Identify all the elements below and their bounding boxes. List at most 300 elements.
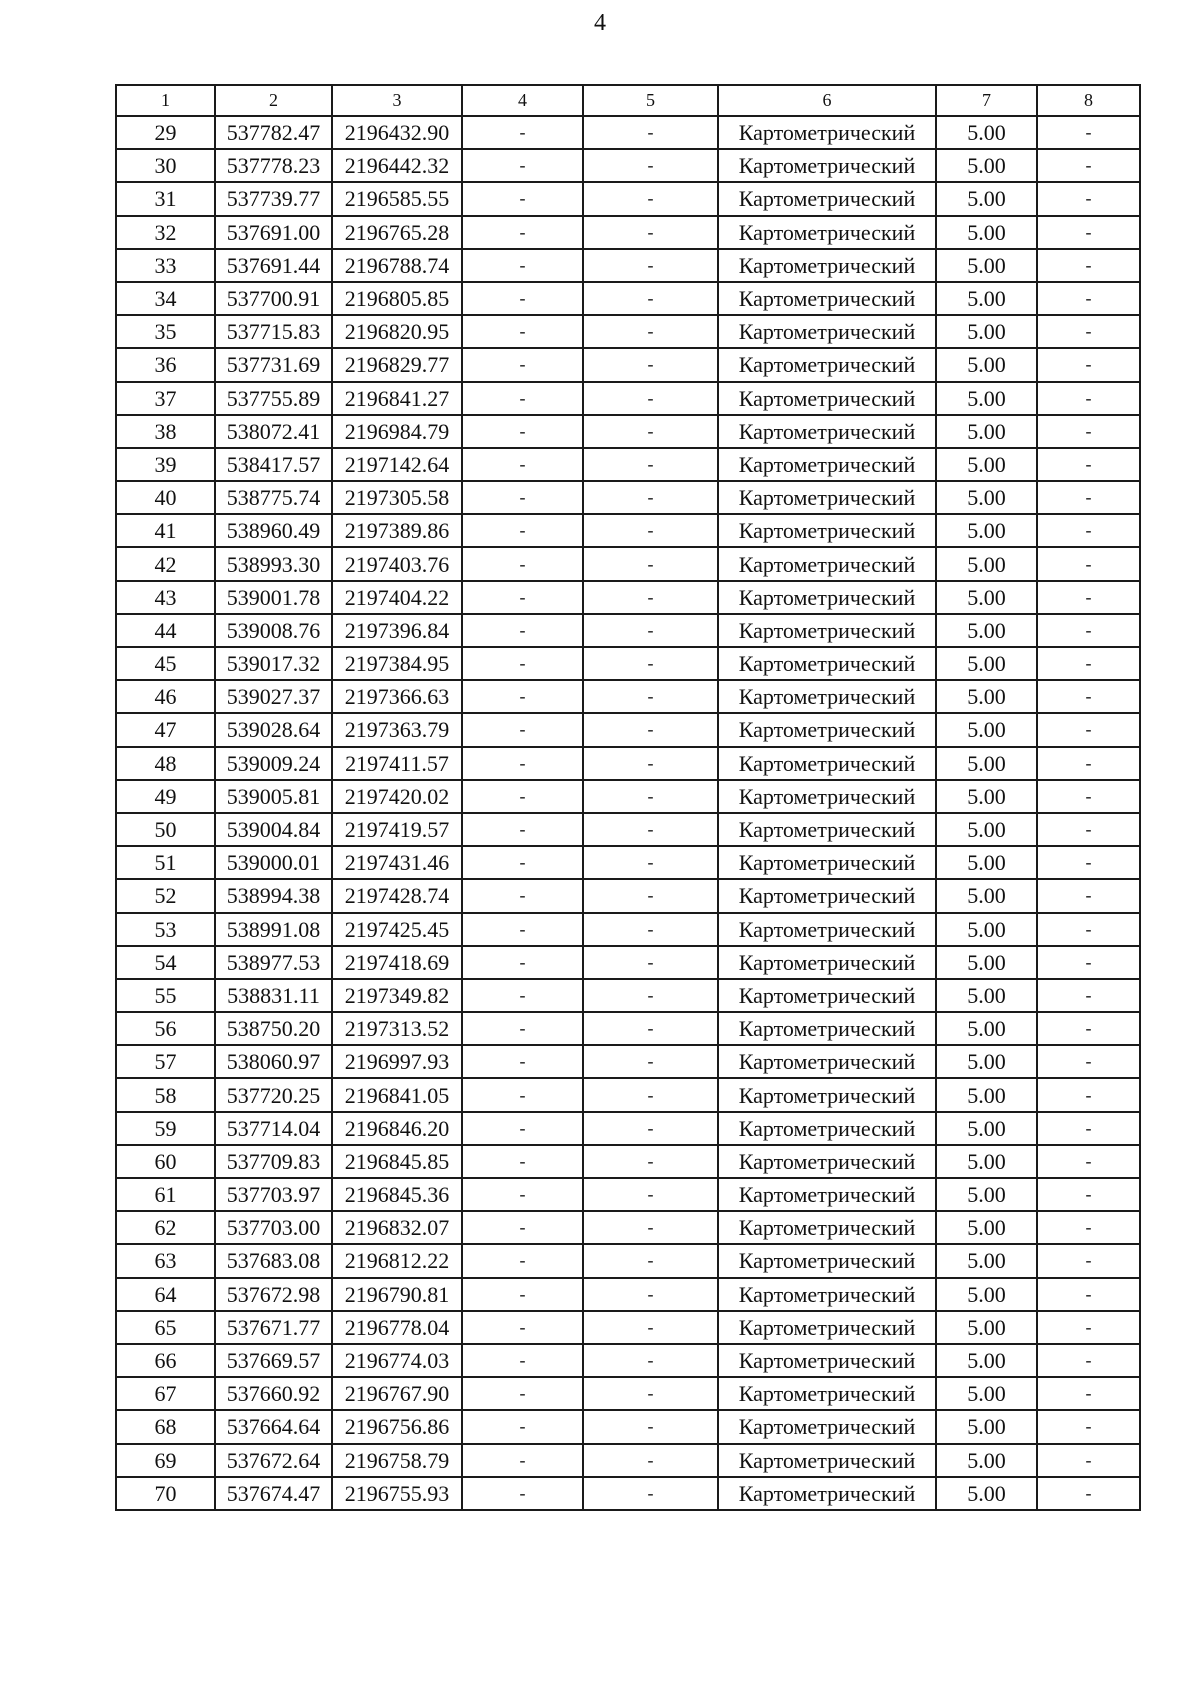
cell-method: Картометрический <box>718 249 936 282</box>
cell-point-number: 45 <box>116 647 215 680</box>
cell-col-4-value: - <box>462 116 583 149</box>
cell-col-8-value: - <box>1037 448 1140 481</box>
cell-col-5-value: - <box>583 1045 718 1078</box>
cell-x-coordinate: 539008.76 <box>215 614 332 647</box>
cell-y-coordinate: 2197418.69 <box>332 946 462 979</box>
cell-accuracy: 5.00 <box>936 747 1037 780</box>
cell-point-number: 47 <box>116 713 215 746</box>
cell-x-coordinate: 537739.77 <box>215 182 332 215</box>
cell-col-8-value: - <box>1037 1444 1140 1477</box>
table-row <box>116 216 1140 249</box>
table-row <box>116 1377 1140 1410</box>
cell-accuracy: 5.00 <box>936 116 1037 149</box>
cell-col-8-value: - <box>1037 182 1140 215</box>
cell-x-coordinate: 539005.81 <box>215 780 332 813</box>
cell-accuracy: 5.00 <box>936 614 1037 647</box>
cell-col-4-value: - <box>462 680 583 713</box>
cell-accuracy: 5.00 <box>936 282 1037 315</box>
cell-point-number: 33 <box>116 249 215 282</box>
cell-method: Картометрический <box>718 1377 936 1410</box>
cell-method: Картометрический <box>718 415 936 448</box>
cell-x-coordinate: 539004.84 <box>215 813 332 846</box>
cell-col-8-value: - <box>1037 1311 1140 1344</box>
cell-col-8-value: - <box>1037 1477 1140 1510</box>
cell-method: Картометрический <box>718 780 936 813</box>
table-body <box>116 116 1140 1510</box>
table-header <box>116 85 1140 116</box>
cell-method: Картометрический <box>718 713 936 746</box>
cell-col-8-value: - <box>1037 979 1140 1012</box>
cell-x-coordinate: 538994.38 <box>215 879 332 912</box>
table-row <box>116 1278 1140 1311</box>
cell-method: Картометрический <box>718 1211 936 1244</box>
cell-point-number: 69 <box>116 1444 215 1477</box>
cell-x-coordinate: 537683.08 <box>215 1244 332 1277</box>
cell-col-8-value: - <box>1037 415 1140 448</box>
cell-x-coordinate: 537778.23 <box>215 149 332 182</box>
table-row <box>116 348 1140 381</box>
cell-col-8-value: - <box>1037 647 1140 680</box>
cell-y-coordinate: 2196846.20 <box>332 1112 462 1145</box>
cell-col-4-value: - <box>462 415 583 448</box>
cell-point-number: 67 <box>116 1377 215 1410</box>
cell-x-coordinate: 537703.00 <box>215 1211 332 1244</box>
cell-point-number: 37 <box>116 382 215 415</box>
table-row <box>116 1444 1140 1477</box>
coordinates-table <box>115 84 1141 1511</box>
cell-accuracy: 5.00 <box>936 1178 1037 1211</box>
cell-col-8-value: - <box>1037 149 1140 182</box>
cell-point-number: 34 <box>116 282 215 315</box>
cell-accuracy: 5.00 <box>936 1211 1037 1244</box>
cell-col-4-value: - <box>462 182 583 215</box>
cell-col-8-value: - <box>1037 1278 1140 1311</box>
cell-y-coordinate: 2196997.93 <box>332 1045 462 1078</box>
cell-point-number: 32 <box>116 216 215 249</box>
cell-accuracy: 5.00 <box>936 1012 1037 1045</box>
cell-method: Картометрический <box>718 1311 936 1344</box>
table-row <box>116 1244 1140 1277</box>
cell-y-coordinate: 2196788.74 <box>332 249 462 282</box>
cell-y-coordinate: 2196774.03 <box>332 1344 462 1377</box>
cell-col-5-value: - <box>583 1377 718 1410</box>
cell-point-number: 40 <box>116 481 215 514</box>
cell-accuracy: 5.00 <box>936 415 1037 448</box>
cell-x-coordinate: 539001.78 <box>215 581 332 614</box>
table-row <box>116 448 1140 481</box>
cell-col-5-value: - <box>583 1344 718 1377</box>
cell-accuracy: 5.00 <box>936 913 1037 946</box>
cell-col-5-value: - <box>583 547 718 580</box>
cell-x-coordinate: 537674.47 <box>215 1477 332 1510</box>
cell-point-number: 56 <box>116 1012 215 1045</box>
cell-method: Картометрический <box>718 581 936 614</box>
table-row <box>116 415 1140 448</box>
cell-method: Картометрический <box>718 1410 936 1443</box>
cell-col-5-value: - <box>583 946 718 979</box>
cell-col-4-value: - <box>462 1211 583 1244</box>
cell-method: Картометрический <box>718 1344 936 1377</box>
cell-method: Картометрический <box>718 614 936 647</box>
cell-point-number: 59 <box>116 1112 215 1145</box>
cell-col-4-value: - <box>462 1278 583 1311</box>
cell-y-coordinate: 2196829.77 <box>332 348 462 381</box>
cell-method: Картометрический <box>718 382 936 415</box>
cell-y-coordinate: 2197431.46 <box>332 846 462 879</box>
cell-col-4-value: - <box>462 979 583 1012</box>
cell-point-number: 38 <box>116 415 215 448</box>
table-row <box>116 382 1140 415</box>
cell-y-coordinate: 2197384.95 <box>332 647 462 680</box>
cell-col-8-value: - <box>1037 879 1140 912</box>
cell-method: Картометрический <box>718 216 936 249</box>
cell-x-coordinate: 538775.74 <box>215 481 332 514</box>
cell-col-5-value: - <box>583 1244 718 1277</box>
cell-x-coordinate: 537720.25 <box>215 1078 332 1111</box>
cell-method: Картометрический <box>718 680 936 713</box>
cell-accuracy: 5.00 <box>936 780 1037 813</box>
cell-col-5-value: - <box>583 348 718 381</box>
cell-method: Картометрический <box>718 747 936 780</box>
cell-col-5-value: - <box>583 249 718 282</box>
cell-col-4-value: - <box>462 481 583 514</box>
cell-point-number: 63 <box>116 1244 215 1277</box>
cell-col-5-value: - <box>583 614 718 647</box>
cell-accuracy: 5.00 <box>936 879 1037 912</box>
cell-col-8-value: - <box>1037 282 1140 315</box>
cell-y-coordinate: 2196805.85 <box>332 282 462 315</box>
cell-col-5-value: - <box>583 1410 718 1443</box>
cell-accuracy: 5.00 <box>936 946 1037 979</box>
cell-x-coordinate: 537715.83 <box>215 315 332 348</box>
cell-accuracy: 5.00 <box>936 979 1037 1012</box>
cell-x-coordinate: 537731.69 <box>215 348 332 381</box>
table-row <box>116 846 1140 879</box>
cell-y-coordinate: 2196585.55 <box>332 182 462 215</box>
header-cell-1: 1 <box>116 85 215 116</box>
cell-x-coordinate: 538977.53 <box>215 946 332 979</box>
cell-col-5-value: - <box>583 282 718 315</box>
cell-method: Картометрический <box>718 348 936 381</box>
table-row <box>116 1178 1140 1211</box>
cell-col-8-value: - <box>1037 780 1140 813</box>
cell-y-coordinate: 2196756.86 <box>332 1410 462 1443</box>
cell-col-4-value: - <box>462 780 583 813</box>
cell-point-number: 66 <box>116 1344 215 1377</box>
cell-y-coordinate: 2196812.22 <box>332 1244 462 1277</box>
cell-accuracy: 5.00 <box>936 249 1037 282</box>
cell-accuracy: 5.00 <box>936 1410 1037 1443</box>
cell-y-coordinate: 2196820.95 <box>332 315 462 348</box>
cell-y-coordinate: 2197389.86 <box>332 514 462 547</box>
cell-col-8-value: - <box>1037 1012 1140 1045</box>
cell-y-coordinate: 2197428.74 <box>332 879 462 912</box>
cell-accuracy: 5.00 <box>936 1278 1037 1311</box>
cell-accuracy: 5.00 <box>936 1377 1037 1410</box>
cell-accuracy: 5.00 <box>936 1244 1037 1277</box>
cell-col-8-value: - <box>1037 1211 1140 1244</box>
table-row <box>116 547 1140 580</box>
cell-col-4-value: - <box>462 282 583 315</box>
cell-col-5-value: - <box>583 415 718 448</box>
cell-method: Картометрический <box>718 481 936 514</box>
cell-y-coordinate: 2197396.84 <box>332 614 462 647</box>
cell-col-4-value: - <box>462 149 583 182</box>
cell-method: Картометрический <box>718 1477 936 1510</box>
cell-x-coordinate: 537703.97 <box>215 1178 332 1211</box>
cell-method: Картометрический <box>718 647 936 680</box>
cell-accuracy: 5.00 <box>936 315 1037 348</box>
cell-col-4-value: - <box>462 382 583 415</box>
cell-col-8-value: - <box>1037 1244 1140 1277</box>
cell-method: Картометрический <box>718 1078 936 1111</box>
cell-col-5-value: - <box>583 448 718 481</box>
table-row <box>116 1410 1140 1443</box>
table-row <box>116 1211 1140 1244</box>
cell-y-coordinate: 2197349.82 <box>332 979 462 1012</box>
header-cell-7: 7 <box>936 85 1037 116</box>
table-row <box>116 182 1140 215</box>
cell-y-coordinate: 2197404.22 <box>332 581 462 614</box>
cell-x-coordinate: 538993.30 <box>215 547 332 580</box>
cell-method: Картометрический <box>718 1012 936 1045</box>
cell-col-8-value: - <box>1037 946 1140 979</box>
cell-col-5-value: - <box>583 780 718 813</box>
cell-point-number: 39 <box>116 448 215 481</box>
cell-col-5-value: - <box>583 879 718 912</box>
cell-y-coordinate: 2196442.32 <box>332 149 462 182</box>
cell-col-8-value: - <box>1037 382 1140 415</box>
cell-col-8-value: - <box>1037 1377 1140 1410</box>
header-cell-3: 3 <box>332 85 462 116</box>
cell-y-coordinate: 2197363.79 <box>332 713 462 746</box>
cell-col-4-value: - <box>462 1078 583 1111</box>
cell-point-number: 44 <box>116 614 215 647</box>
cell-col-4-value: - <box>462 713 583 746</box>
cell-accuracy: 5.00 <box>936 581 1037 614</box>
cell-col-8-value: - <box>1037 481 1140 514</box>
cell-method: Картометрический <box>718 1278 936 1311</box>
table-row <box>116 1145 1140 1178</box>
cell-x-coordinate: 538991.08 <box>215 913 332 946</box>
cell-col-8-value: - <box>1037 846 1140 879</box>
header-cell-2: 2 <box>215 85 332 116</box>
cell-col-4-value: - <box>462 216 583 249</box>
cell-col-5-value: - <box>583 1444 718 1477</box>
cell-col-8-value: - <box>1037 547 1140 580</box>
table-row <box>116 1477 1140 1510</box>
cell-point-number: 57 <box>116 1045 215 1078</box>
cell-col-4-value: - <box>462 946 583 979</box>
cell-col-8-value: - <box>1037 713 1140 746</box>
cell-y-coordinate: 2196845.85 <box>332 1145 462 1178</box>
cell-col-4-value: - <box>462 249 583 282</box>
cell-col-4-value: - <box>462 647 583 680</box>
cell-point-number: 64 <box>116 1278 215 1311</box>
cell-col-5-value: - <box>583 382 718 415</box>
cell-col-8-value: - <box>1037 680 1140 713</box>
cell-col-4-value: - <box>462 846 583 879</box>
cell-x-coordinate: 537660.92 <box>215 1377 332 1410</box>
table-row <box>116 1078 1140 1111</box>
cell-col-8-value: - <box>1037 1145 1140 1178</box>
cell-col-5-value: - <box>583 1145 718 1178</box>
cell-col-4-value: - <box>462 1178 583 1211</box>
cell-x-coordinate: 538960.49 <box>215 514 332 547</box>
cell-col-5-value: - <box>583 813 718 846</box>
table-row <box>116 581 1140 614</box>
cell-y-coordinate: 2196845.36 <box>332 1178 462 1211</box>
cell-x-coordinate: 538060.97 <box>215 1045 332 1078</box>
cell-accuracy: 5.00 <box>936 1344 1037 1377</box>
cell-method: Картометрический <box>718 946 936 979</box>
cell-col-5-value: - <box>583 1477 718 1510</box>
cell-accuracy: 5.00 <box>936 680 1037 713</box>
cell-col-8-value: - <box>1037 1112 1140 1145</box>
cell-x-coordinate: 537669.57 <box>215 1344 332 1377</box>
cell-col-4-value: - <box>462 1410 583 1443</box>
cell-col-5-value: - <box>583 1112 718 1145</box>
table-row <box>116 813 1140 846</box>
cell-accuracy: 5.00 <box>936 713 1037 746</box>
cell-x-coordinate: 539000.01 <box>215 846 332 879</box>
cell-col-4-value: - <box>462 581 583 614</box>
cell-col-4-value: - <box>462 913 583 946</box>
cell-accuracy: 5.00 <box>936 1045 1037 1078</box>
cell-x-coordinate: 538750.20 <box>215 1012 332 1045</box>
cell-accuracy: 5.00 <box>936 1311 1037 1344</box>
cell-point-number: 53 <box>116 913 215 946</box>
table-row <box>116 116 1140 149</box>
cell-x-coordinate: 537691.00 <box>215 216 332 249</box>
cell-accuracy: 5.00 <box>936 382 1037 415</box>
cell-x-coordinate: 538831.11 <box>215 979 332 1012</box>
cell-col-4-value: - <box>462 1012 583 1045</box>
cell-col-5-value: - <box>583 149 718 182</box>
cell-col-5-value: - <box>583 182 718 215</box>
cell-col-5-value: - <box>583 713 718 746</box>
cell-col-5-value: - <box>583 913 718 946</box>
cell-method: Картометрический <box>718 1045 936 1078</box>
cell-x-coordinate: 539017.32 <box>215 647 332 680</box>
header-row <box>116 85 1140 116</box>
cell-accuracy: 5.00 <box>936 348 1037 381</box>
table-row <box>116 1045 1140 1078</box>
cell-col-4-value: - <box>462 547 583 580</box>
page-number: 4 <box>594 10 606 36</box>
cell-y-coordinate: 2196778.04 <box>332 1311 462 1344</box>
cell-col-4-value: - <box>462 315 583 348</box>
cell-point-number: 49 <box>116 780 215 813</box>
cell-y-coordinate: 2197411.57 <box>332 747 462 780</box>
cell-accuracy: 5.00 <box>936 182 1037 215</box>
cell-point-number: 46 <box>116 680 215 713</box>
cell-point-number: 42 <box>116 547 215 580</box>
cell-col-8-value: - <box>1037 348 1140 381</box>
cell-x-coordinate: 537664.64 <box>215 1410 332 1443</box>
cell-method: Картометрический <box>718 879 936 912</box>
cell-col-4-value: - <box>462 1112 583 1145</box>
table-row <box>116 879 1140 912</box>
cell-accuracy: 5.00 <box>936 1112 1037 1145</box>
cell-y-coordinate: 2197425.45 <box>332 913 462 946</box>
cell-accuracy: 5.00 <box>936 514 1037 547</box>
table-row <box>116 680 1140 713</box>
cell-accuracy: 5.00 <box>936 647 1037 680</box>
cell-method: Картометрический <box>718 1112 936 1145</box>
cell-point-number: 35 <box>116 315 215 348</box>
cell-point-number: 54 <box>116 946 215 979</box>
cell-col-4-value: - <box>462 1244 583 1277</box>
cell-accuracy: 5.00 <box>936 1078 1037 1111</box>
table-row <box>116 614 1140 647</box>
cell-point-number: 43 <box>116 581 215 614</box>
cell-accuracy: 5.00 <box>936 1145 1037 1178</box>
cell-col-5-value: - <box>583 514 718 547</box>
table-row <box>116 647 1140 680</box>
cell-point-number: 41 <box>116 514 215 547</box>
cell-x-coordinate: 539027.37 <box>215 680 332 713</box>
cell-y-coordinate: 2196432.90 <box>332 116 462 149</box>
cell-col-4-value: - <box>462 448 583 481</box>
cell-point-number: 50 <box>116 813 215 846</box>
cell-method: Картометрический <box>718 547 936 580</box>
cell-col-4-value: - <box>462 1444 583 1477</box>
cell-col-8-value: - <box>1037 913 1140 946</box>
table-row <box>116 149 1140 182</box>
cell-col-5-value: - <box>583 315 718 348</box>
cell-method: Картометрический <box>718 1145 936 1178</box>
header-cell-4: 4 <box>462 85 583 116</box>
table-row <box>116 1012 1140 1045</box>
table-row <box>116 481 1140 514</box>
cell-x-coordinate: 538072.41 <box>215 415 332 448</box>
cell-method: Картометрический <box>718 315 936 348</box>
cell-col-8-value: - <box>1037 1410 1140 1443</box>
table-row <box>116 282 1140 315</box>
cell-x-coordinate: 538417.57 <box>215 448 332 481</box>
cell-method: Картометрический <box>718 448 936 481</box>
cell-method: Картометрический <box>718 913 936 946</box>
cell-col-8-value: - <box>1037 747 1140 780</box>
cell-col-5-value: - <box>583 1211 718 1244</box>
cell-col-5-value: - <box>583 481 718 514</box>
cell-method: Картометрический <box>718 149 936 182</box>
header-cell-6: 6 <box>718 85 936 116</box>
cell-col-4-value: - <box>462 1145 583 1178</box>
cell-col-4-value: - <box>462 1344 583 1377</box>
cell-y-coordinate: 2196984.79 <box>332 415 462 448</box>
cell-method: Картометрический <box>718 846 936 879</box>
cell-col-4-value: - <box>462 614 583 647</box>
cell-method: Картометрический <box>718 282 936 315</box>
cell-col-4-value: - <box>462 879 583 912</box>
cell-point-number: 29 <box>116 116 215 149</box>
cell-y-coordinate: 2197420.02 <box>332 780 462 813</box>
cell-x-coordinate: 539009.24 <box>215 747 332 780</box>
cell-col-8-value: - <box>1037 216 1140 249</box>
cell-col-4-value: - <box>462 813 583 846</box>
cell-method: Картометрический <box>718 979 936 1012</box>
table-row <box>116 315 1140 348</box>
cell-col-4-value: - <box>462 348 583 381</box>
cell-col-5-value: - <box>583 1078 718 1111</box>
cell-y-coordinate: 2196841.05 <box>332 1078 462 1111</box>
cell-col-5-value: - <box>583 581 718 614</box>
cell-point-number: 58 <box>116 1078 215 1111</box>
table-row <box>116 780 1140 813</box>
cell-point-number: 52 <box>116 879 215 912</box>
